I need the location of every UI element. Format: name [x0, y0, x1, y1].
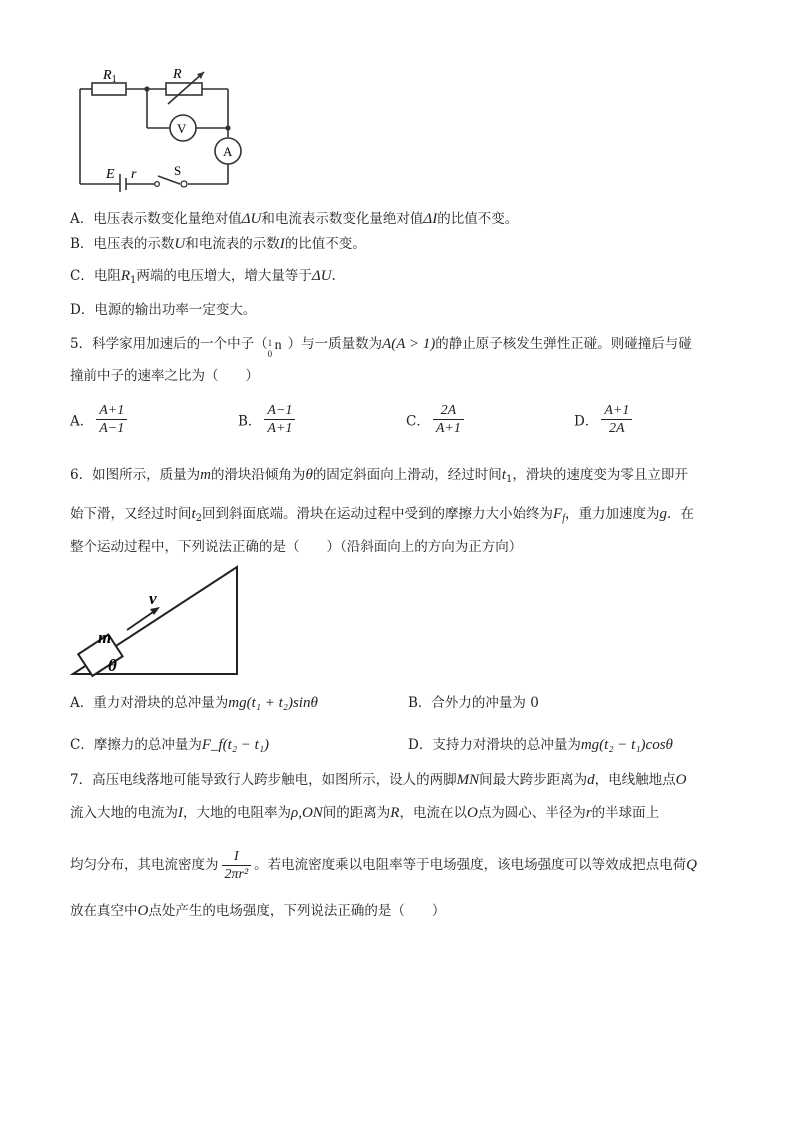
circuit-diagram	[70, 62, 250, 192]
q4-option-b: B．电压表的示数U和电流表的示数I的比值不变。	[70, 236, 366, 252]
incline-figure	[70, 562, 250, 680]
q4-option-a: A．电压表示数变化量绝对值ΔU和电流表示数变化量绝对值ΔI的比值不变。	[70, 211, 519, 227]
fig-theta-label: θ	[108, 656, 117, 675]
q6-option-c: C．摩擦力的总冲量为F_f(t₂ − t₁)	[70, 737, 270, 753]
q6-option-d: D．支持力对滑块的总冲量为mg(t₂ − t₁)cosθ	[408, 737, 673, 753]
q6-stem-line3: 整个运动过程中，下列说法正确的是（ ）（沿斜面向上的方向为正方向）	[70, 539, 523, 555]
label-A: A	[223, 144, 233, 159]
q6-stem-line2: 始下滑，又经过时间$t_2$回到斜面底端。滑块在运动过程中受到的摩擦力大小始终为$F_f$，重力加速度为g．在	[70, 506, 694, 524]
label-E: E	[106, 167, 115, 182]
label-R: R	[173, 67, 182, 82]
q5-option-a: A． $\frac{A+1}{A-1}$	[70, 402, 130, 437]
neutron-symbol: 1 0 n	[267, 337, 282, 359]
q5-option-b: B． $\frac{A-1}{A+1}$	[238, 402, 298, 437]
label-r: r	[131, 167, 137, 182]
fig-m-label: m	[98, 628, 112, 647]
q6-stem-line1: 6．如图所示，质量为m的滑块沿倾角为θ的固定斜面向上滑动，经过时间$t_1$，滑块的速度变为零且立即开	[70, 467, 688, 485]
q5-option-c: C． $\frac{2A}{A+1}$	[406, 402, 467, 437]
label-R1: $R_1$	[103, 68, 117, 85]
label-S: S	[174, 163, 182, 178]
q6-option-a: A．重力对滑块的总冲量为mg(t₁ + t₂)sinθ	[70, 695, 318, 711]
q7-stem-line3: 均匀分布，其电流密度为 $\frac{I}{\text{2πr²}}$ 。若电流密度乘以电阻率等于电场强度，该电场强度可以等效成把点电荷Q	[70, 849, 698, 882]
q5-stem-line1: 5．科学家用加速后的一个中子（ 1 0 n ）与一质量数为A(A > 1)的静止原子核发生弹性正碰。则碰撞后与碰	[70, 336, 692, 359]
q5-option-d: D． $\frac{A+1}{2A}$	[574, 402, 635, 437]
q5-stem-line2: 撞前中子的速率之比为（ ）	[70, 368, 259, 384]
q7-stem-line1: 7．高压电线落地可能导致行人跨步触电，如图所示，设人的两脚MN间最大跨步距离为d，电线触地点O	[70, 772, 687, 788]
q7-stem-line2: 流入大地的电流为I，大地的电阻率为ρ,ON间的距离为R，电流在以O点为圆心、半径为r的半球面上	[70, 805, 660, 821]
q4-option-c: C．电阻$R_1$两端的电压增大，增大量等于ΔU.	[70, 268, 336, 286]
label-V: V	[177, 121, 187, 136]
q6-option-b: B．合外力的冲量为 0	[408, 695, 539, 711]
fig-v-label: v	[149, 589, 157, 608]
q4-option-d: D．电源的输出功率一定变大。	[70, 302, 257, 318]
q7-stem-line4: 放在真空中O点处产生的电场强度，下列说法正确的是（ ）	[70, 903, 446, 919]
